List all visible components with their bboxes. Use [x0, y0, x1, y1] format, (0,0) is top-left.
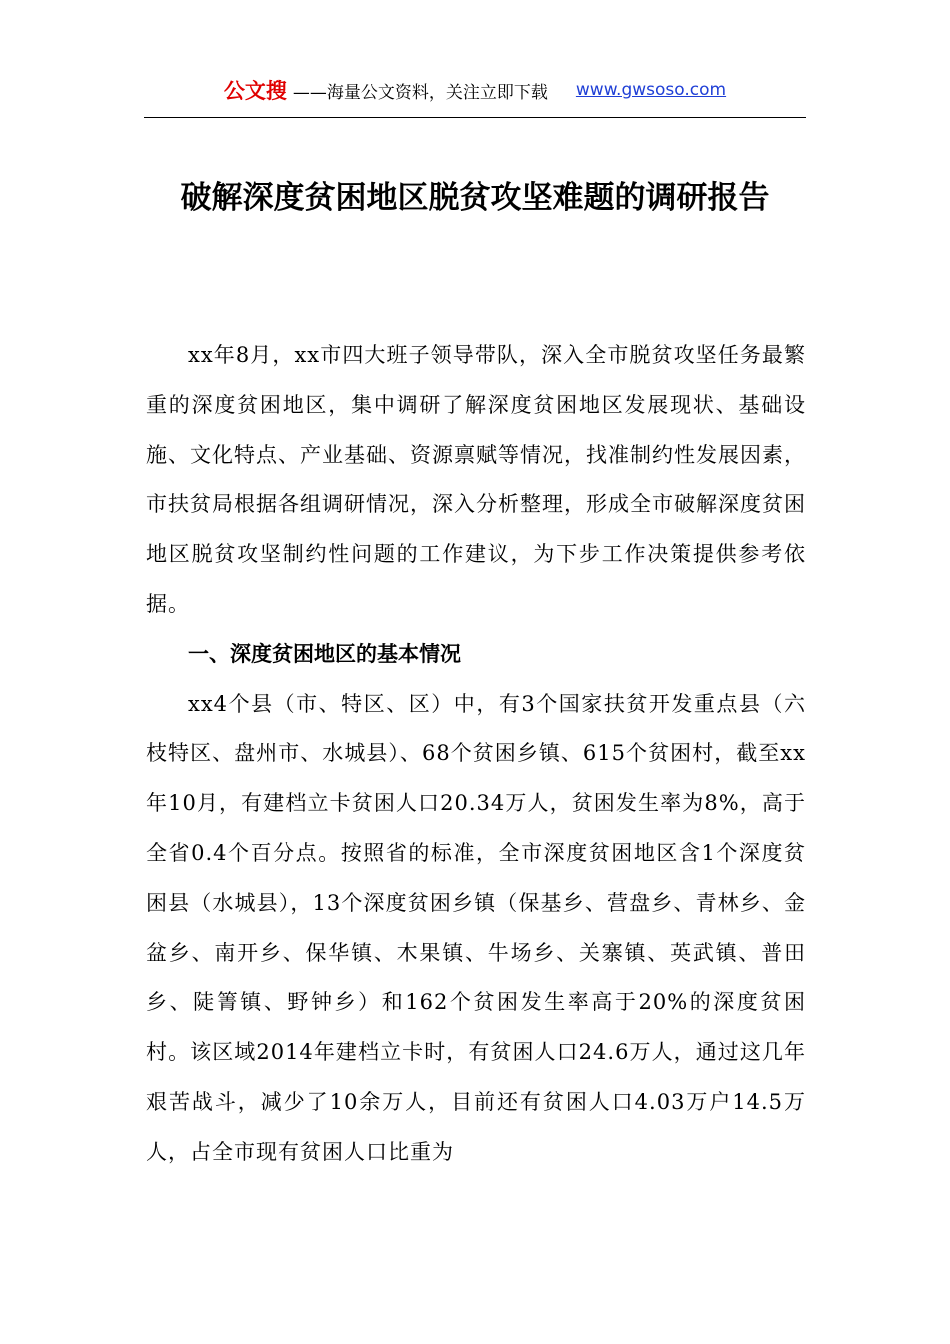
- document-title: 破解深度贫困地区脱贫攻坚难题的调研报告: [180, 180, 770, 216]
- header-divider: [144, 117, 806, 118]
- page-header: [144, 70, 806, 110]
- site-link[interactable]: www.gwsoso.com: [575, 80, 727, 100]
- intro-paragraph: xx年8月，xx市四大班子领导带队，深入全市脱贫攻坚任务最繁重的深度贫困地区，集中调研了解深度贫困地区发展现状、基础设施、文化特点、产业基础、资源禀赋等情况，找准制约性发展因素，市扶贫局根据各组调研情况，深入分析整理，形成全市破解深度贫困地区脱贫攻坚制约性问题的工作建议，为下步工作决策提供参考依据。: [146, 343, 806, 616]
- section-heading: 一、深度贫困地区的基本情况: [188, 641, 461, 666]
- brand-logo: 公文搜: [223, 79, 287, 103]
- section-paragraph: xx4个县（市、特区、区）中，有3个国家扶贫开发重点县（六枝特区、盘州市、水城县）、68个贫困乡镇、615个贫困村，截至xx年10月，有建档立卡贫困人口20.34万人，贫困发生率为8%，高于全省0.4个百分点。按照省的标准，全市深度贫困地区含1个深度贫困县（水城县），13个深度贫困乡镇（保基乡、营盘乡、青林乡、金盆乡、南开乡、保华镇、木果镇、牛场乡、关寨镇、英武镇、普田乡、陡箐镇、野钟乡）和162个贫困发生率高于20%的深度贫困村。该区域2014年建档立卡时，有贫困人口24.6万人，通过这几年艰苦战斗，减少了10余万人，目前还有贫困人口4.03万户14.5万人，占全市现有贫困人口比重为: [146, 691, 806, 1164]
- document-body: [146, 331, 806, 1178]
- header-tagline: ——海量公文资料，关注立即下载: [292, 82, 548, 103]
